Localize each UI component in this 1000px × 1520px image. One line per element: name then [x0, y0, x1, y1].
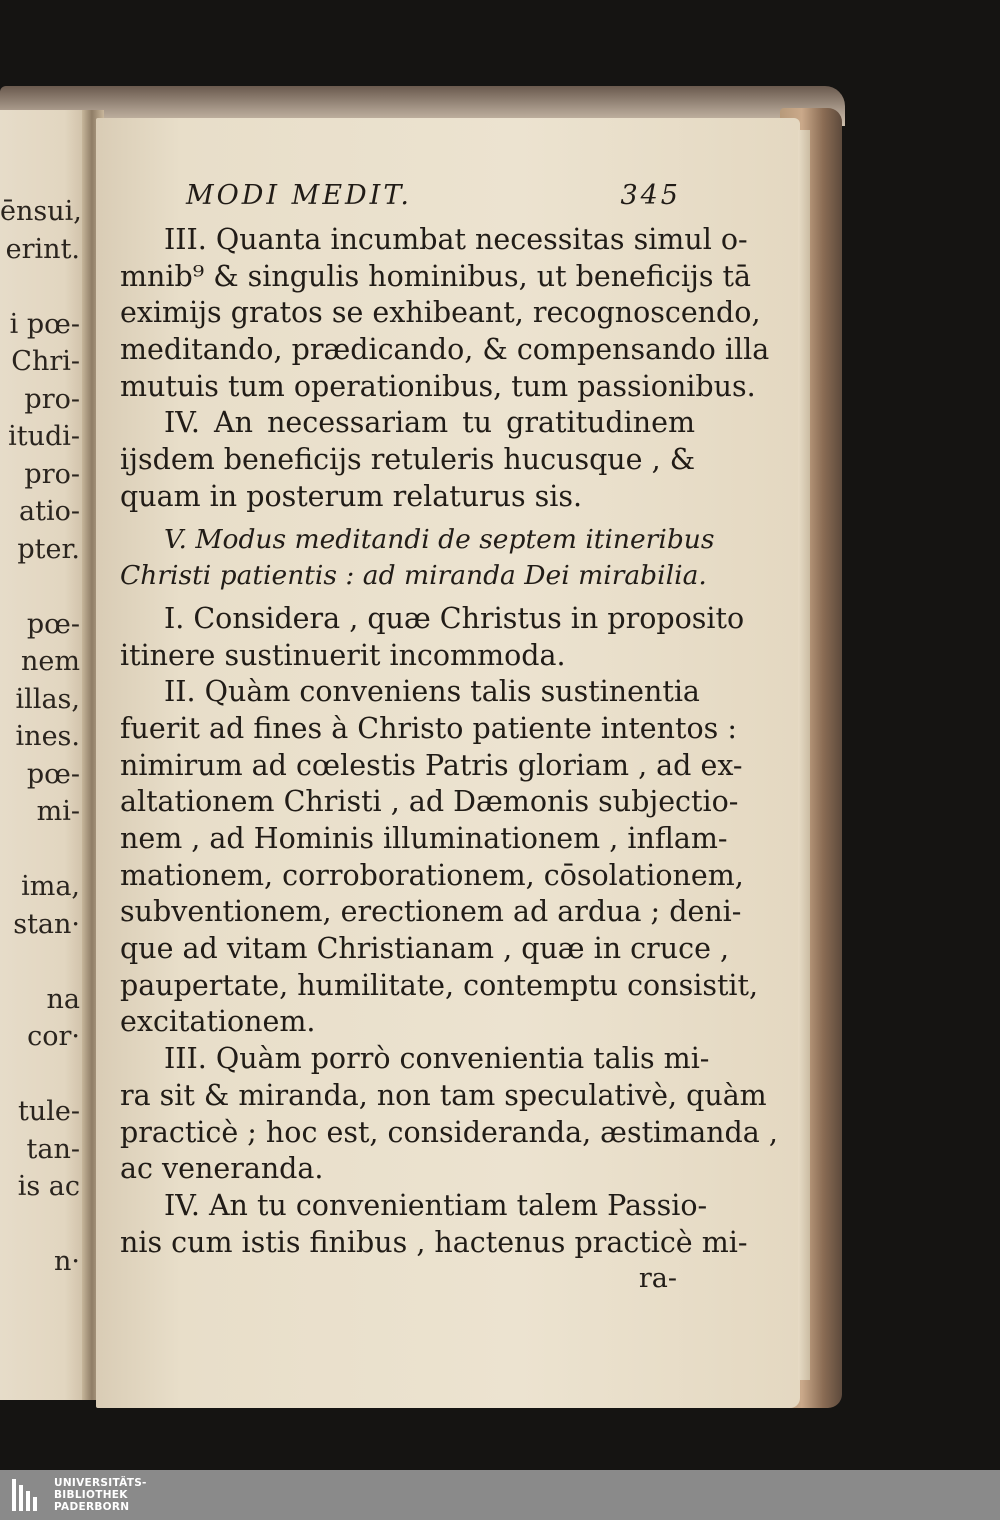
text-line: subventionem, erectionem ad ardua ; deni- [120, 895, 742, 929]
left-page-text-fragment: i pœ- [9, 308, 80, 340]
text-line: ac veneranda. [120, 1152, 324, 1186]
left-page-text-fragment: ēnsui, [0, 196, 82, 227]
library-logo-icon [12, 1479, 46, 1511]
left-page-text-fragment: n· [54, 1246, 80, 1277]
section-heading-line: V. Modus meditandi de septem itineribus [164, 523, 715, 555]
left-page-text-fragment: is ac [17, 1171, 80, 1202]
text-line: IV. An necessariam tu gratitudinem [164, 406, 695, 440]
text-line: ra sit & miranda, non tam speculativè, quàm [120, 1078, 767, 1112]
text-line: altationem Christi , ad Dæmonis subjectio- [120, 785, 739, 819]
catchword: ra- [638, 1263, 677, 1295]
text-line: mationem, corroborationem, cōsolationem, [120, 858, 744, 892]
left-page-text-fragment: ines. [15, 721, 80, 752]
text-line: fuerit ad fines à Christo patiente intentos : [120, 711, 737, 745]
left-page-text-fragment: stan· [13, 908, 80, 940]
text-line: I. Considera , quæ Christus in proposito [164, 601, 745, 635]
left-page-text-fragment: tule- [18, 1096, 80, 1127]
text-line: nimirum ad cœlestis Patris gloriam , ad ex- [120, 748, 743, 782]
page-number: 345 [620, 180, 681, 211]
left-page-text-fragment: pœ- [26, 758, 80, 790]
text-line: mutuis tum operationibus, tum passionibus. [120, 369, 756, 403]
left-page-text-fragment: pœ- [26, 608, 80, 640]
text-line: ijsdem beneficijs retuleris hucusque , & [120, 443, 696, 477]
left-page-text-fragment: atio- [19, 496, 80, 527]
left-page-text-fragment: tan- [26, 1133, 80, 1165]
left-page-text-fragment: Chri- [11, 346, 80, 377]
text-line: III. Quanta incumbat necessitas simul o- [164, 223, 748, 256]
text-line: nis cum istis finibus , hactenus practicè mi- [120, 1225, 748, 1259]
text-line: II. Quàm conveniens talis sustinentia [164, 675, 700, 709]
library-logo-text: UNIVERSITÄTS- BIBLIOTHEK PADERBORN [54, 1477, 147, 1513]
text-line: que ad vitam Christianam , quæ in cruce , [120, 932, 730, 966]
section-heading-line: Christi patientis : ad miranda Dei mirabilia. [120, 560, 707, 592]
left-page-text-fragment: cor· [27, 1021, 80, 1052]
text-line: quam in posterum relaturus sis. [120, 479, 583, 513]
text-line: paupertate, humilitate, contemptu consistit, [120, 968, 759, 1002]
left-page-text-fragment: na [46, 983, 80, 1015]
left-page-text-fragment: illas, [15, 683, 80, 715]
left-page-text-fragment: ima, [21, 871, 80, 902]
text-line: excitationem. [120, 1005, 316, 1039]
text-line: itinere sustinuerit incommoda. [120, 638, 566, 672]
library-footer-bar [0, 1470, 1000, 1520]
text-line: nem , ad Hominis illuminationem , inflam- [120, 822, 728, 855]
left-page-text-fragment: erint. [5, 233, 80, 265]
text-line: meditando, prædicando, & compensando illa [120, 333, 770, 367]
left-page-text-fragment: pro- [24, 458, 80, 490]
text-line: practicè ; hoc est, consideranda, æstimanda , [120, 1115, 778, 1149]
left-page-text-fragment: itudi- [8, 421, 80, 452]
left-page-text-fragment: mi- [36, 796, 80, 827]
text-line: III. Quàm porrò convenientia talis mi- [164, 1042, 710, 1076]
text-line: eximijs gratos se exhibeant, recognoscendo, [120, 296, 761, 330]
running-head [120, 180, 695, 216]
text-line: mnib⁹ & singulis hominibus, ut beneficijs tā [120, 259, 751, 293]
left-page-text-fragment: pter. [17, 533, 80, 565]
text-line: IV. An tu convenientiam talem Passio- [164, 1188, 708, 1222]
left-page-text-fragment: pro- [24, 383, 80, 415]
page-text [120, 180, 778, 1297]
left-page-text-fragment: nem [21, 646, 80, 677]
page-edges [798, 130, 810, 1380]
left-page [0, 110, 92, 1400]
running-head-title: MODI MEDIT. [186, 180, 412, 211]
